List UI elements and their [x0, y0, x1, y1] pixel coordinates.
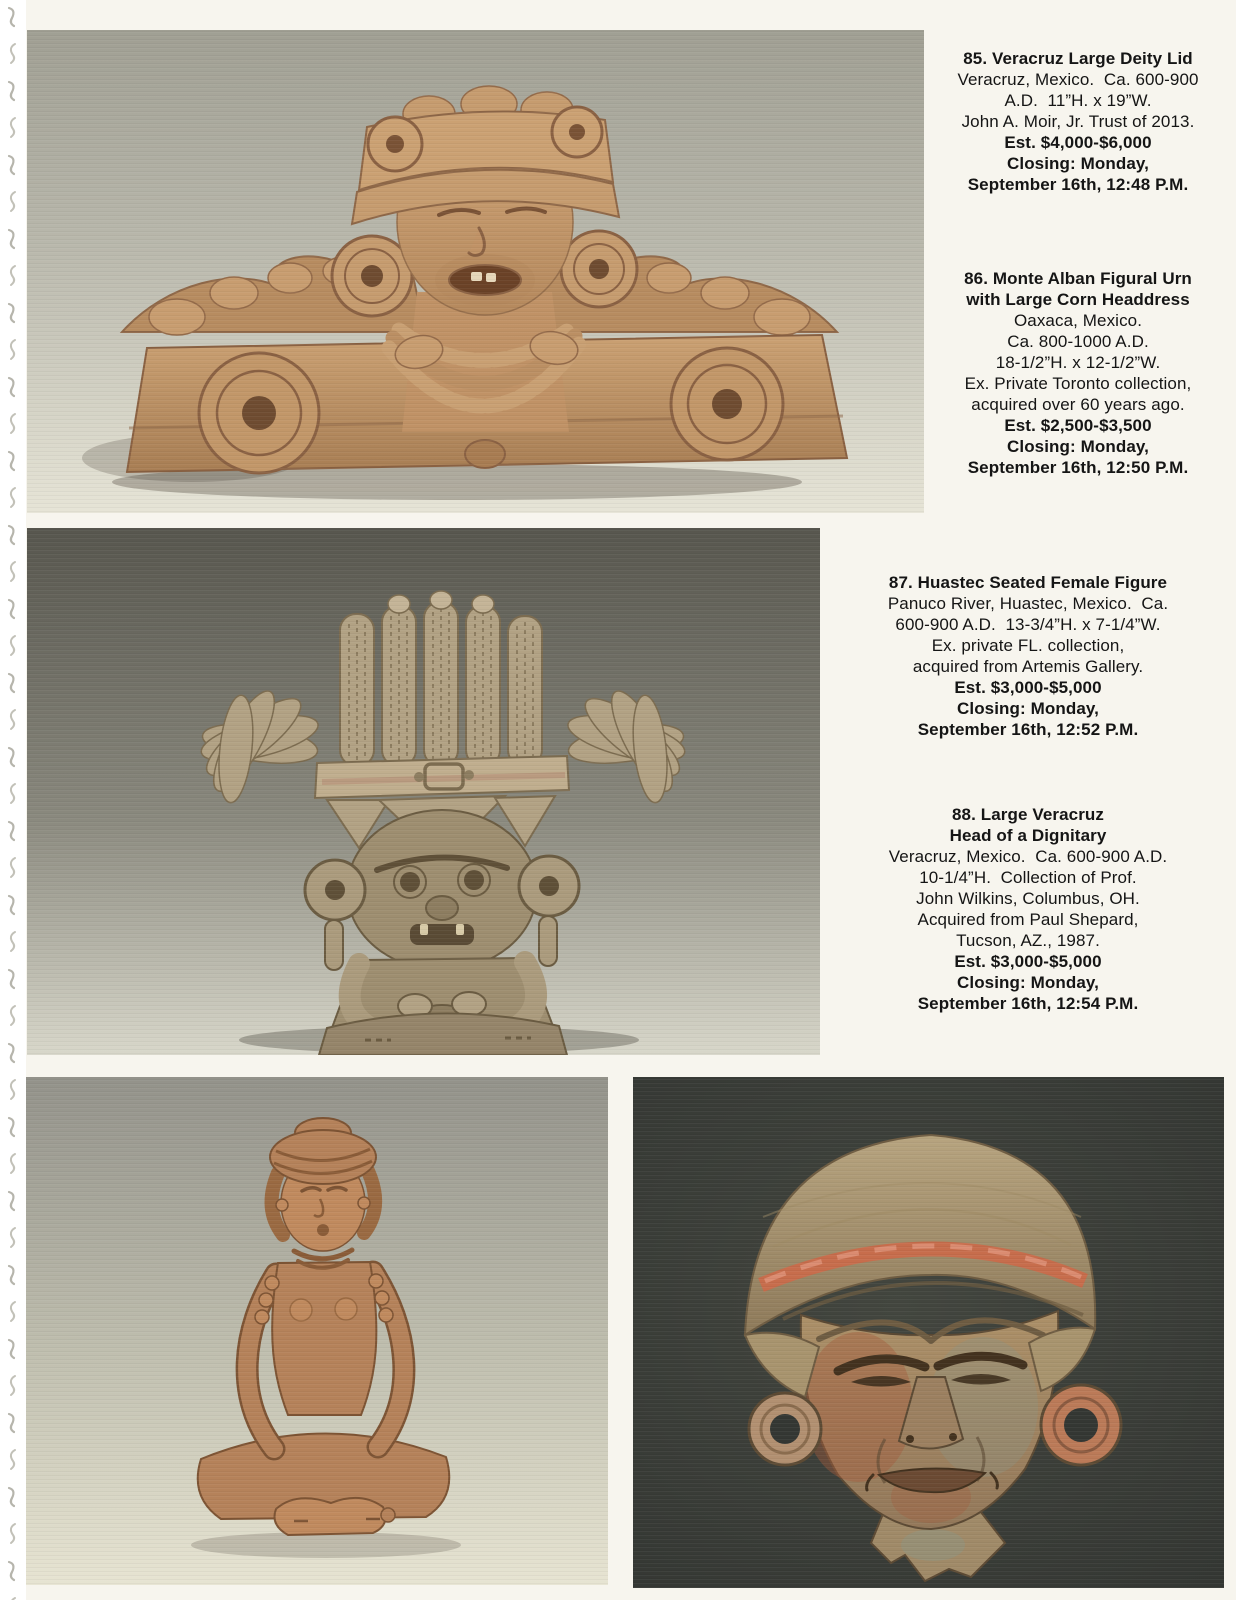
lid-medallion-right	[671, 348, 783, 460]
photo-corn-headdress-urn	[27, 528, 820, 1055]
corn-urn-illustration	[27, 528, 820, 1055]
lot-text-line: Ca. 800-1000 A.D.	[1007, 332, 1149, 351]
lot-text-line: with Large Corn Headdress	[966, 290, 1190, 309]
ear-spool-right	[1041, 1385, 1121, 1465]
lot-entry-85	[930, 48, 1226, 195]
lot-text-line: 88. Large Veracruz	[951, 805, 1105, 824]
lot-text-line: Acquired from Paul Shepard,	[917, 910, 1139, 929]
lot-text-line: Head of a Dignitary	[949, 826, 1107, 845]
dignitary-head-illustration	[633, 1077, 1224, 1588]
lot-text-line: Ex. Private Toronto collection,	[964, 374, 1192, 393]
lot-text-line: 86. Monte Alban Figural Urn	[964, 269, 1192, 288]
lot-text-line: Est. $3,000-$5,000	[954, 678, 1102, 697]
lot-text-line: A.D. 11”H. x 19”W.	[1004, 91, 1152, 110]
lot-text-line: 600-900 A.D. 13-3/4”H. x 7-1/4”W.	[895, 615, 1161, 634]
lot-text-line: September 16th, 12:50 P.M.	[967, 458, 1189, 477]
lot-text-line: Ex. private FL. collection,	[931, 636, 1125, 655]
lot-text-line: Est. $3,000-$5,000	[954, 952, 1102, 971]
lot-text-line: Est. $2,500-$3,500	[1004, 416, 1152, 435]
photo-seated-female-figure	[26, 1077, 608, 1585]
lot-text-line: September 16th, 12:54 P.M.	[917, 994, 1139, 1013]
lot-text-line: Closing: Monday,	[957, 699, 1099, 718]
lot-text-line: John Wilkins, Columbus, OH.	[916, 889, 1140, 908]
lot-entry-87	[836, 572, 1220, 740]
lot-text-line: 10-1/4”H. Collection of Prof.	[919, 868, 1137, 887]
lot-text-line: September 16th, 12:48 P.M.	[967, 175, 1189, 194]
lot-text-line: Veracruz, Mexico. Ca. 600-900	[957, 70, 1199, 89]
lot-text-line: Veracruz, Mexico. Ca. 600-900 A.D.	[888, 847, 1168, 866]
urn-face	[347, 810, 537, 970]
ear-spool-left	[749, 1393, 821, 1465]
lot-text-line: Closing: Monday,	[1007, 154, 1149, 173]
lot-text-line: Closing: Monday,	[957, 973, 1099, 992]
lot-text-line: Tucson, AZ., 1987.	[956, 931, 1100, 950]
photo-head-of-dignitary	[633, 1077, 1224, 1588]
photo-veracruz-deity-lid	[27, 30, 924, 513]
lot-text-line: Closing: Monday,	[1007, 437, 1149, 456]
lot-text-line: 18-1/2”H. x 12-1/2”W.	[995, 353, 1161, 372]
lot-text-line: Panuco River, Huastec, Mexico. Ca.	[887, 594, 1169, 613]
lot-text-line: 87. Huastec Seated Female Figure	[888, 573, 1168, 592]
lot-entry-86	[930, 268, 1226, 478]
lid-medallion-left	[199, 353, 319, 473]
lot-text-line: Oaxaca, Mexico.	[1013, 311, 1143, 330]
lot-text-line: September 16th, 12:52 P.M.	[917, 720, 1139, 739]
lot-text-line: 85. Veracruz Large Deity Lid	[963, 49, 1193, 68]
lot-text-line: acquired over 60 years ago.	[971, 395, 1185, 414]
lot-text-line: acquired from Artemis Gallery.	[912, 657, 1144, 676]
lot-text-line: Est. $4,000-$6,000	[1004, 133, 1152, 152]
seated-female-illustration	[26, 1077, 608, 1585]
deity-lid-illustration	[27, 30, 924, 513]
lot-text-line: John A. Moir, Jr. Trust of 2013.	[961, 112, 1195, 131]
binding-marks	[0, 0, 26, 1600]
spiral-binding-edge	[0, 0, 26, 1600]
lot-entry-88	[836, 804, 1220, 1014]
